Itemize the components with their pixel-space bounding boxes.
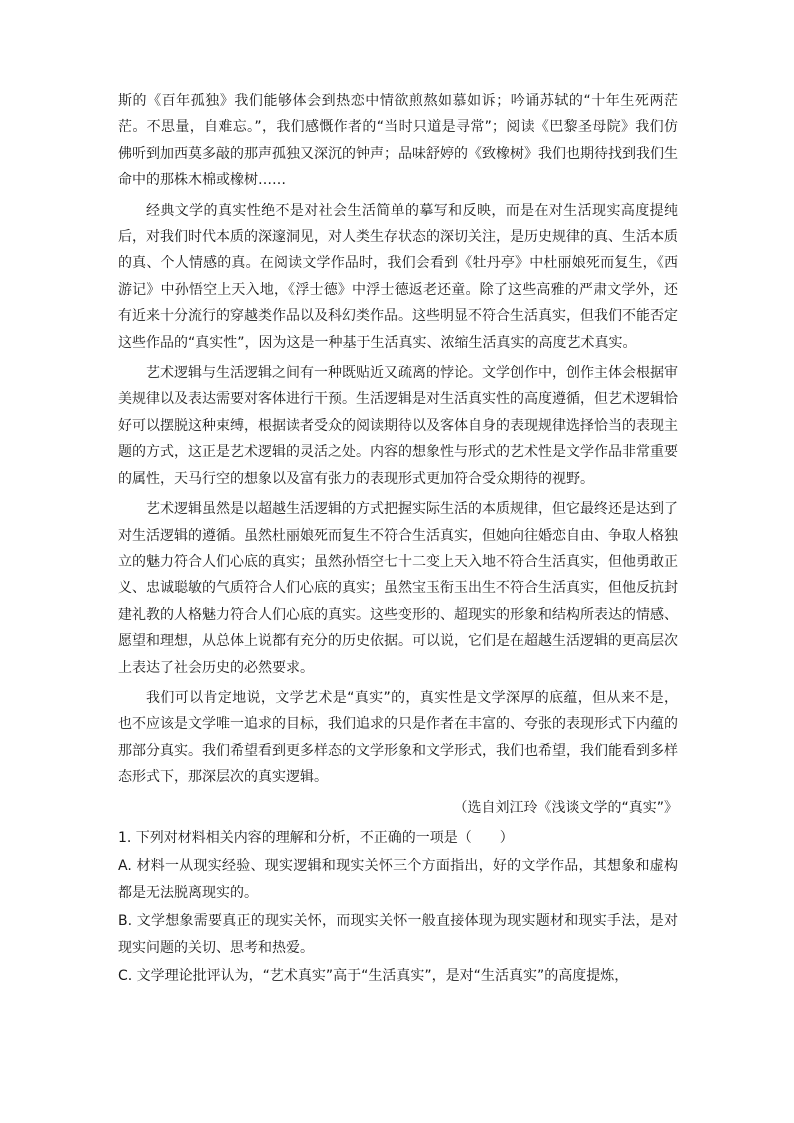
question-stem: 1. 下列对材料相关内容的理解和分析，不正确的一项是（ ） (118, 829, 514, 846)
paragraph-1: 斯的《百年孤独》我们能够体会到热恋中情欲煎熬如慕如诉；吟诵苏轼的“十年生死两茫茫。不思量，自难忘。”，我们感慨作者的“当时只道是寻常”；阅读《巴黎圣母院》我们仿佛听到加西莫多敲的那声孤独又深沉的钟声；品味舒婷的《致橡树》我们也期待找到我们生命中的那株木棉或橡树…… (118, 93, 678, 189)
option-c: C. 文学理论批评认为，“艺术真实”高于“生活真实”，是对“生活真实”的高度提炼， (118, 968, 629, 984)
paragraph-4: 艺术逻辑虽然是以超越生活逻辑的方式把握实际生活的本质规律，但它最终还是达到了对生活逻辑的遵循。虽然杜丽娘死而复生不符合生活真实，但她向往婚恋自由、争取人格独立的魅力符合人们心底的真实；虽然孙悟空七十二变上天入地不符合生活真实，但他勇敢正义、忠诚聪敏的气质符合人们心底的真实；虽然宝玉衔玉出生不符合生活真实，但他反抗封建礼教的人格魅力符合人们心底的真实。这些变形的、超现实的形象和结构所表达的情感、愿望和理想，从总体上说都有充分的历史依据。可以说，它们是在超越生活逻辑的更高层次上表达了社会历史的必然要求。 (118, 501, 678, 676)
source-citation: （选自刘江玲《浅谈文学的“真实”》 (453, 799, 678, 816)
paragraph-5: 我们可以肯定地说，文学艺术是“真实”的，真实性是文学深厚的底蕴，但从来不是，也不应该是文学唯一追求的目标，我们追求的只是作者在丰富的、夸张的表现形式下内蕴的那部分真实。我们希望看到更多样态的文学形象和文学形式，我们也希望，我们能看到多样态形式下，那深层次的真实逻辑。 (118, 689, 678, 786)
option-b: B. 文学想象需要真正的现实关怀，而现实关怀一般直接体现为现实题材和现实手法，是对现实问题的关切、思考和热爱。 (118, 913, 678, 956)
paragraph-2: 经典文学的真实性绝不是对社会生活简单的摹写和反映，而是在对生活现实高度提纯后，对我们时代本质的深邃洞见，对人类生存状态的深切关注，是历史规律的真、生活本质的真、个人情感的真。在阅读文学作品时，我们会看到《牡丹亭》中杜丽娘死而复生，《西游记》中孙悟空上天入地，《浮士德》中浮士德返老还童。除了这些高雅的严肃文学外，还有近来十分流行的穿越类作品以及科幻类作品。这些明显不符合生活真实，但我们不能否定这些作品的“真实性”，因为这是一种基于生活真实、浓缩生活真实的高度艺术真实。 (118, 202, 678, 351)
option-a: A. 材料一从现实经验、现实逻辑和现实关怀三个方面指出，好的文学作品，其想象和虚构都是无法脱离现实的。 (118, 858, 678, 901)
document-page (118, 88, 678, 991)
paragraph-3: 艺术逻辑与生活逻辑之间有一种既贴近又疏离的悖论。文学创作中，创作主体会根据审美规律以及表达需要对客体进行干预。生活逻辑是对生活真实性的高度遵循，但艺术逻辑恰好可以摆脱这种束缚，根据读者受众的阅读期待以及客体自身的表现规律选择恰当的表现主题的方式，这正是艺术逻辑的灵活之处。内容的想象性与形式的艺术性是文学作品非常重要的属性，天马行空的想象以及富有张力的表现形式更加符合受众期待的视野。 (118, 365, 678, 487)
